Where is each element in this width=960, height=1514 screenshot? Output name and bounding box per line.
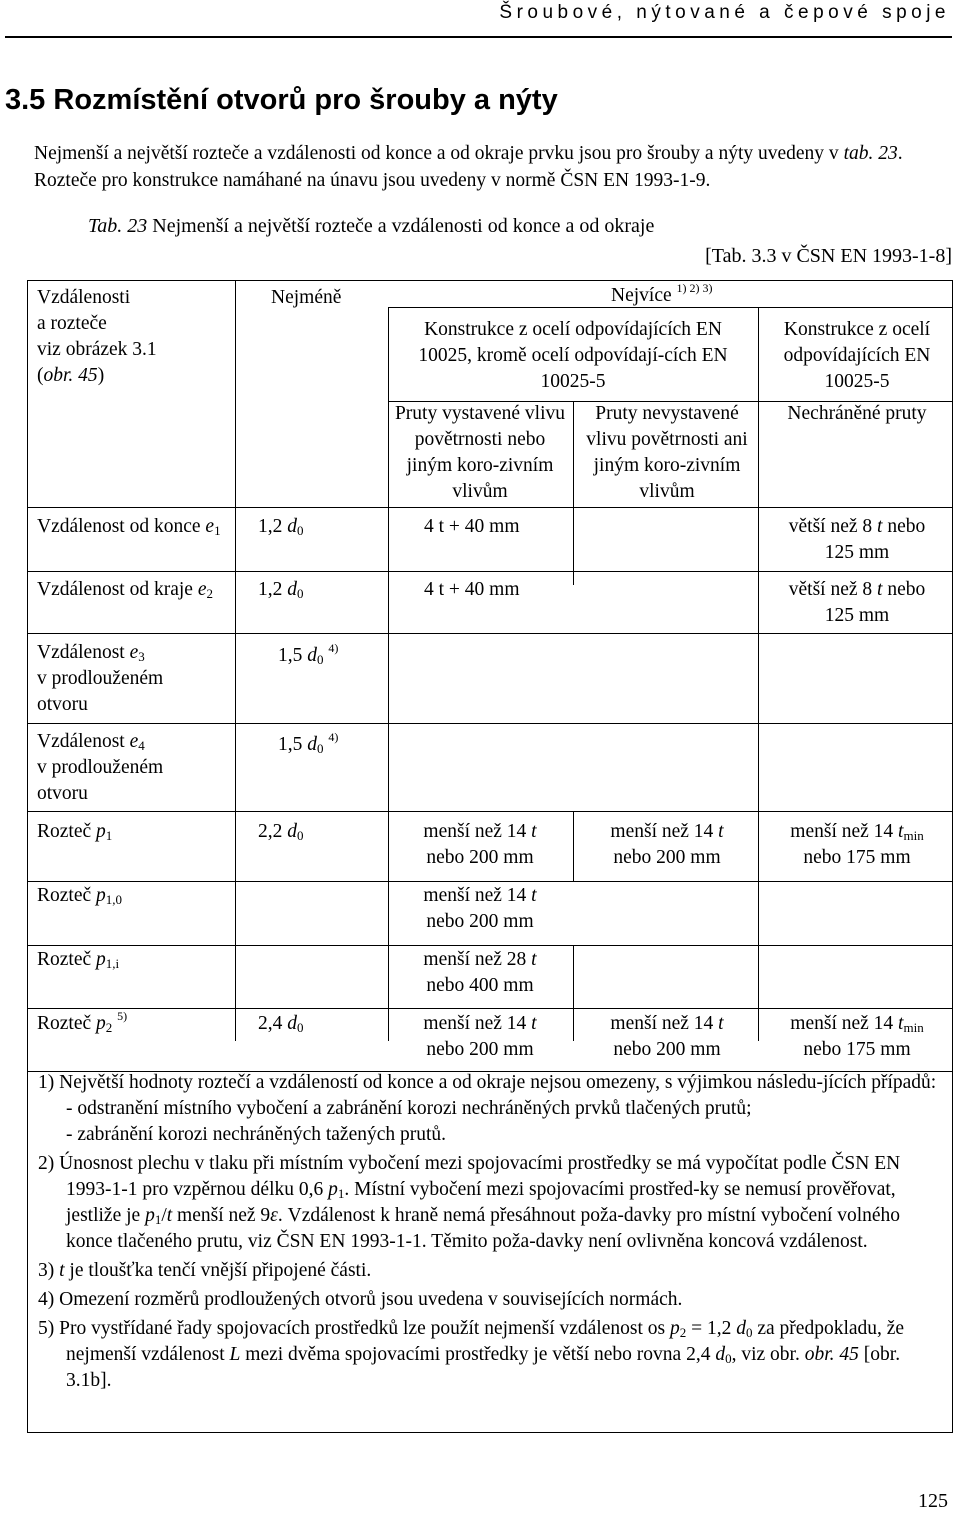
max-p1-unexposed: menší než 14 t nebo 200 mm xyxy=(610,821,724,868)
grid-line xyxy=(758,307,759,633)
max-p2-exposed: menší než 14 t nebo 200 mm xyxy=(423,1013,537,1060)
min-e4: 1,5 $d_0$ $^{4)}$ xyxy=(278,730,339,756)
header-exposed-members: Pruty vystavené vlivu povětrnosti nebo jiným koro-zivním vlivům xyxy=(394,403,566,502)
grid-line xyxy=(573,401,574,585)
grid-line xyxy=(573,945,574,1041)
caption-reference: [Tab. 3.3 v ČSN EN 1993-1-8] xyxy=(705,245,952,267)
row-label-e3: Vzdálenost $e_3$ v prodlouženém otvoru xyxy=(37,642,164,715)
header-steel-group-2: Konstrukce z ocelí odpovídajících EN 10025-5 xyxy=(783,319,931,392)
footnote-2: 2) Únosnost plechu v tlaku při místním vybočení mezi spojovacími prostředky se má vypočítat podle ČSN EN 1993-1-1 pro vzpěrnou délku 0,6 $p_1$. Místní vybočení mezi spojovacími prostřed-ky se nemusí prověřovat, jestliže je $p_1/t$ menší než 9ε. Vzdálenost k hraně nemá přesáhnout poža-davky pro místní vybočení volného konce tlačeného prutu, viz ČSN EN 1993-1-1. Těmito poža-davky není ovlivněna koncová vzdálenost. xyxy=(38,1153,901,1252)
footnote-1: 1) Největší hodnoty roztečí a vzdáleností od konce a od okraje nejsou omezeny, s výjimkou následu-jících případů: - odstranění místního vybočení a zabránění korozi nechráněných prvků tlačených prutů; - zabránění korozi nechráněných tažených prutů. xyxy=(38,1072,937,1145)
header-rule xyxy=(5,36,952,38)
grid-line xyxy=(573,811,574,881)
max-e1-unprotected: větší než 8 t nebo 125 mm xyxy=(788,516,926,563)
caption-title: Nejmenší a největší rozteče a vzdálenosti od konce a od okraje xyxy=(147,215,655,237)
max-p1-exposed: menší než 14 t nebo 200 mm xyxy=(423,821,537,868)
page-number: 125 xyxy=(918,1490,948,1512)
header-unprotected-members: Nechráněné pruty xyxy=(787,403,927,424)
intro-paragraph xyxy=(34,140,954,194)
row-label-p10: Rozteč $p_{1,0}$ xyxy=(37,885,123,907)
grid-line xyxy=(28,945,952,946)
caption-label: Tab. 23 xyxy=(88,215,148,237)
grid-line xyxy=(758,633,759,1041)
row-label-e2: Vzdálenost od kraje $e_2$ xyxy=(37,579,213,601)
table-footnotes xyxy=(38,1070,948,1397)
max-p1-unprotected: menší než 14 $t_{min}$ nebo 175 mm xyxy=(790,821,924,868)
max-p2-unprotected: menší než 14 $t_{min}$ nebo 175 mm xyxy=(790,1013,924,1060)
section-title: 3.5 Rozmístění otvorů pro šrouby a nýty xyxy=(5,84,558,116)
grid-line xyxy=(28,507,952,508)
row-label-p2: Rozteč $p_2$ $^{5)}$ xyxy=(37,1009,128,1035)
header-maximum: Nejvíce $^{1) 2) 3)}$ xyxy=(611,281,713,306)
max-e2-unprotected: větší než 8 t nebo 125 mm xyxy=(788,579,926,626)
grid-line xyxy=(235,281,236,1041)
header-minimum: Nejméně xyxy=(271,287,342,308)
row-label-e4: Vzdálenost $e_4$ v prodlouženém otvoru xyxy=(37,731,164,804)
footnote-5: 5) Pro vystřídané řady spojovacích prostředků lze použít nejmenší vzdálenost os $p_2 = 1,2$ $d_0$ za předpokladu, že nejmenší vzdálenost L mezi dvěma spojovacími prostředky je větší nebo rovna 2,4 $d_0$, viz obr. obr. 45 [obr. 3.1b]. xyxy=(38,1318,905,1391)
figure-ref: obr. 45 xyxy=(43,365,98,386)
min-p1: 2,2 $d_0$ xyxy=(258,821,304,843)
grid-line xyxy=(28,811,952,812)
table-caption xyxy=(88,215,654,238)
row-label-p1: Rozteč $p_1$ xyxy=(37,821,113,843)
intro-text-1: Nejmenší a největší rozteče a vzdálenosti od konce a od okraje prvku jsou pro šrouby a nýty uvedeny v xyxy=(34,143,844,164)
min-p2: 2,4 $d_0$ xyxy=(258,1013,304,1035)
row-label-p1i: Rozteč $p_{1,i}$ xyxy=(37,949,120,971)
min-e1: 1,2 $d_0$ xyxy=(258,516,304,538)
max-p1i-exposed: menší než 28 t nebo 400 mm xyxy=(423,949,537,996)
grid-line xyxy=(28,633,952,634)
grid-line xyxy=(28,571,952,572)
grid-line xyxy=(28,723,952,724)
header-maximum-notes: 1) 2) 3) xyxy=(676,281,713,295)
max-p2-unexposed: menší než 14 t nebo 200 mm xyxy=(610,1013,724,1060)
grid-line xyxy=(28,881,952,882)
grid-line xyxy=(388,307,389,1041)
max-e2-exposed: 4 t + 40 mm xyxy=(424,579,520,600)
grid-line xyxy=(28,1008,952,1009)
header-distances: Vzdálenosti a rozteče viz obrázek 3.1 (obr. 45) xyxy=(37,287,157,386)
min-e2: 1,2 $d_0$ xyxy=(258,579,304,601)
header-unexposed-members: Pruty nevystavené vlivu povětrnosti ani jiným koro-zivním vlivům xyxy=(586,403,748,502)
header-steel-group-1: Konstrukce z ocelí odpovídajících EN 10025, kromě ocelí odpovídají-cích EN 10025-5 xyxy=(418,319,728,392)
intro-table-ref: tab. 23 xyxy=(843,143,898,164)
max-e1-exposed: 4 t + 40 mm xyxy=(424,516,520,537)
intro-text-2: . Rozteče pro konstrukce namáhané na únavu jsou uvedeny v normě ČSN EN 1993-1-9. xyxy=(34,143,903,191)
max-p10-exposed: menší než 14 t nebo 200 mm xyxy=(423,885,537,932)
footnote-4: 4) Omezení rozměrů prodloužených otvorů jsou uvedena v souvisejících normách. xyxy=(38,1289,683,1310)
running-header: Šroubové, nýtované a čepové spoje xyxy=(499,2,950,23)
min-e3: 1,5 $d_0$ $^{4)}$ xyxy=(278,641,339,667)
row-label-e1: Vzdálenost od konce $e_1$ xyxy=(37,516,221,538)
footnote-3: 3) t je tloušťka tenčí vnější připojené části. xyxy=(38,1260,372,1281)
